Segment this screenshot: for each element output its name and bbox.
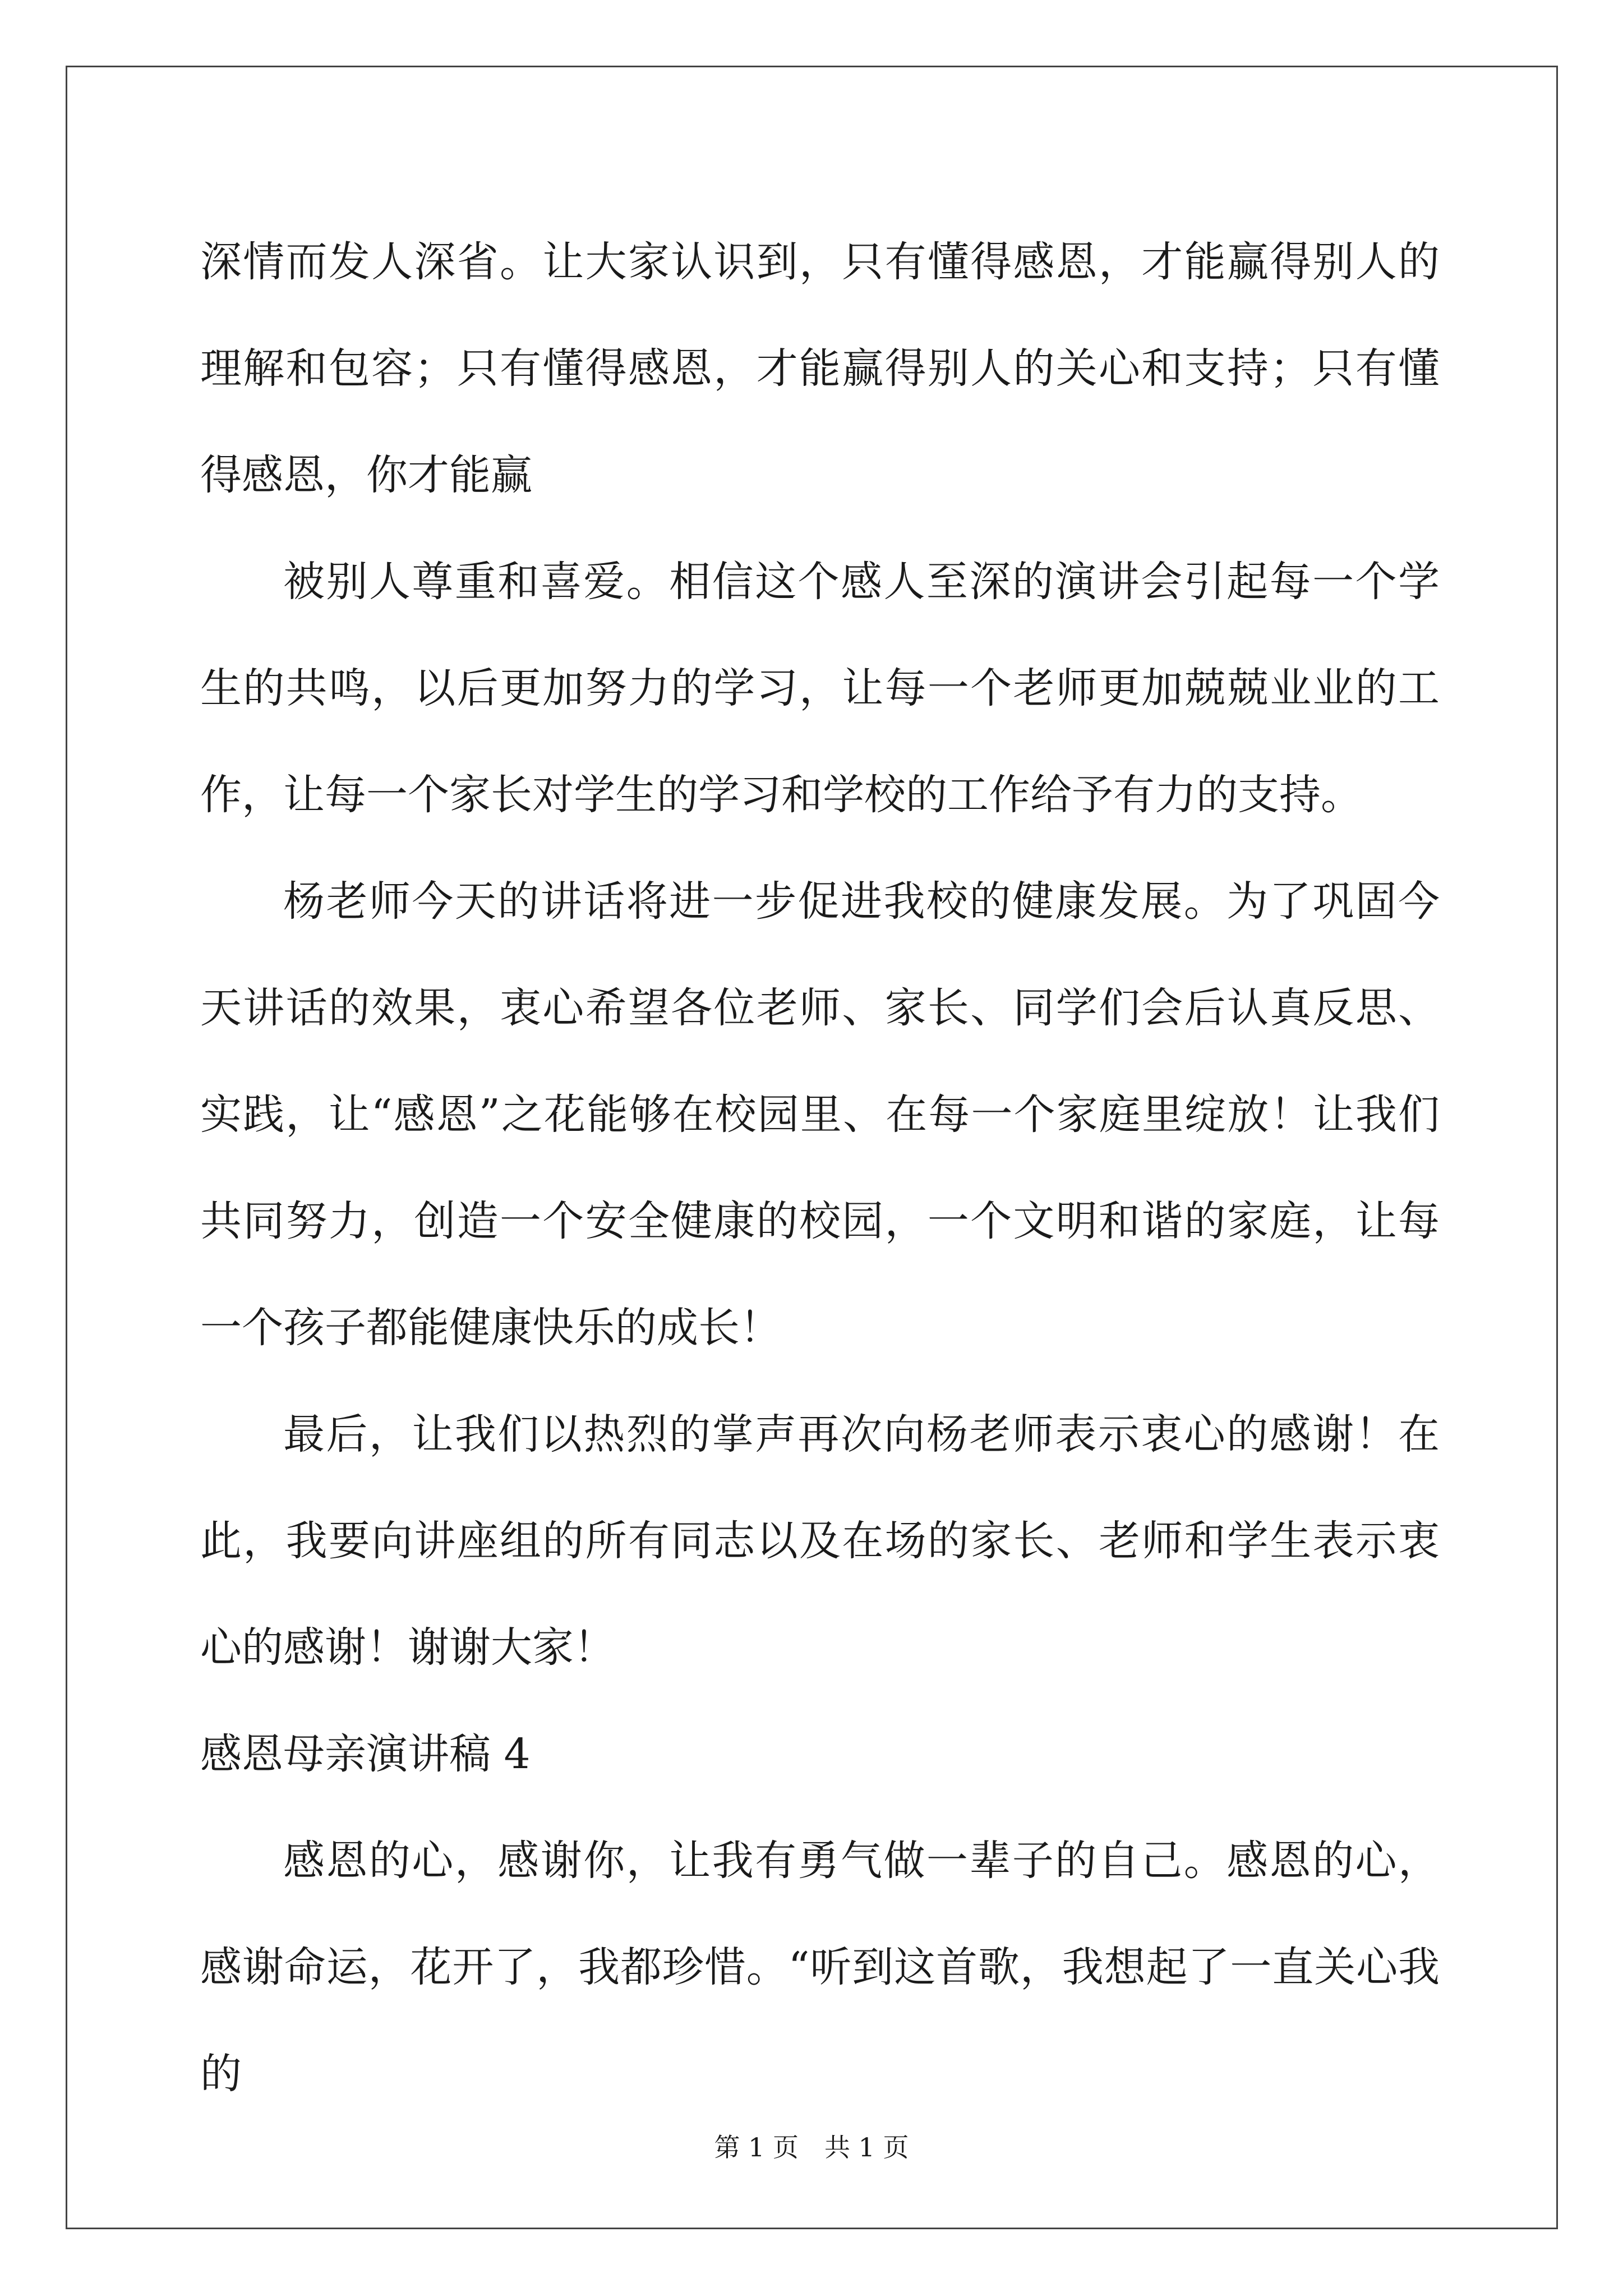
paragraph-4: 最后，让我们以热烈的掌声再次向杨老师表示衷心的感谢！在此，我要向讲座组的所有同志以及在场的家长、老师和学生表示衷心的感谢！谢谢大家！ [200, 1410, 1440, 1672]
paragraph-1: 深情而发人深省。让大家认识到，只有懂得感恩，才能赢得别人的理解和包容；只有懂得感恩，才能赢得别人的关心和支持；只有懂得感恩，你才能赢 [200, 238, 1440, 499]
page-total: 共 1 页 [824, 2132, 909, 2162]
page-footer [0, 2127, 1623, 2164]
paragraph-2: 被别人尊重和喜爱。相信这个感人至深的演讲会引起每一个学生的共鸣，以后更加努力的学习，让每一个老师更加兢兢业业的工作，让每一个家长对学生的学习和学校的工作给予有力的支持。 [200, 558, 1440, 819]
paragraph-5: 感恩的心，感谢你，让我有勇气做一辈子的自己。感恩的心，感谢命运，花开了，我都珍惜。“听到这首歌，我想起了一直关心我的 [200, 1837, 1440, 2098]
section-heading: 感恩母亲演讲稿 4 [200, 1730, 531, 1778]
page-number: 第 1 页 [714, 2132, 799, 2162]
paragraph-3: 杨老师今天的讲话将进一步促进我校的健康发展。为了巩固今天讲话的效果，衷心希望各位老师、家长、同学们会后认真反思、实践，让“感恩”之花能够在校园里、在每一个家庭里绽放！让我们共同努力，创造一个安全健康的校园，一个文明和谐的家庭，让每一个孩子都能健康快乐的成长！ [200, 877, 1440, 1352]
document-body [200, 209, 1440, 2127]
